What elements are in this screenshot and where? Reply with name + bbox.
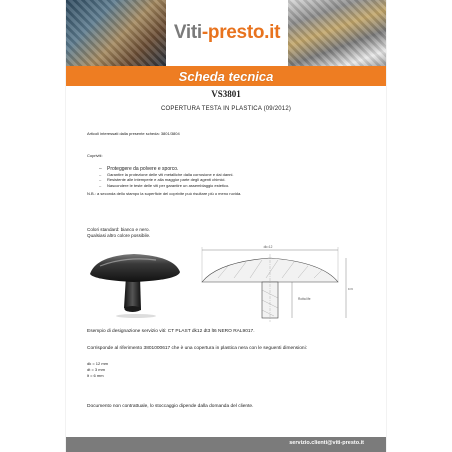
dim-label-height: lt=6 [348,287,353,291]
feature-item: – Garantire la protezione delle viti metalliche dalla corrosione e dai danni. [99,172,234,177]
product-code: VS3801 [211,89,241,99]
bullet-icon: – [99,166,102,172]
dim-dk: dk = 12 mm [87,361,109,366]
dim-dt: dt = 3 mm [87,367,105,372]
dim-lt: lt = 6 mm [87,373,104,378]
note-line: N.B.: a seconda dello stampo la superficie del coprivite può risultare più o meno ruvida. [87,191,242,196]
dim-label-side: Rotta life [298,297,311,301]
articles-line: Articoli interessati dalla presente scheda: 3801/3804 [87,131,180,136]
footer-bar [66,437,386,452]
feature-item: – Nascondere le teste delle viti per garantire un assemblaggio estetico. [99,182,230,188]
disclaimer: Documento non contrattuale, lo stoccaggio dipende dalla domanda del cliente. [87,404,254,409]
colors-line-1: Colori standard: bianco e nero. [87,227,150,232]
bullet-icon: – [99,182,102,188]
product-subtitle: COPERTURA TESTA IN PLASTICA (09/2012) [160,106,292,112]
feature-list [99,166,234,188]
logo-text-presto: -presto.it [201,22,281,43]
reference-line: Corrisponde al riferimento 3801000617 che è una copertura in plastica nera con le seguenti dimensioni: [87,346,307,351]
bullet-icon: – [99,172,102,177]
product-image [86,250,184,320]
technical-drawing [188,242,358,324]
header-photo-tools [66,0,166,66]
example-line: Esempio di designazione servizio viti: CT PLAST dk12 dt3 lt6 NERO RAL9017. [87,329,255,334]
logo-text-viti: Viti [173,22,202,43]
datasheet-page [66,0,386,452]
bullet-icon: – [99,177,102,183]
brand-logo [166,0,288,66]
section-label: Copriviti: [87,153,103,158]
title-band [66,66,386,86]
feature-item: – Resistente alle intemperie e alla maggior parte degli agenti chimici. [99,177,226,183]
contact-email[interactable]: servizio.clienti@viti-presto.it [289,440,364,446]
dim-label-width: dk=12 [263,245,273,249]
band-title: Scheda tecnica [178,68,274,84]
feature-item: – Proteggere da polvere e sporco. [99,166,179,172]
header-photo-screws [288,0,386,66]
colors-line-2: Qualsiasi altro colore possibile. [87,233,151,238]
